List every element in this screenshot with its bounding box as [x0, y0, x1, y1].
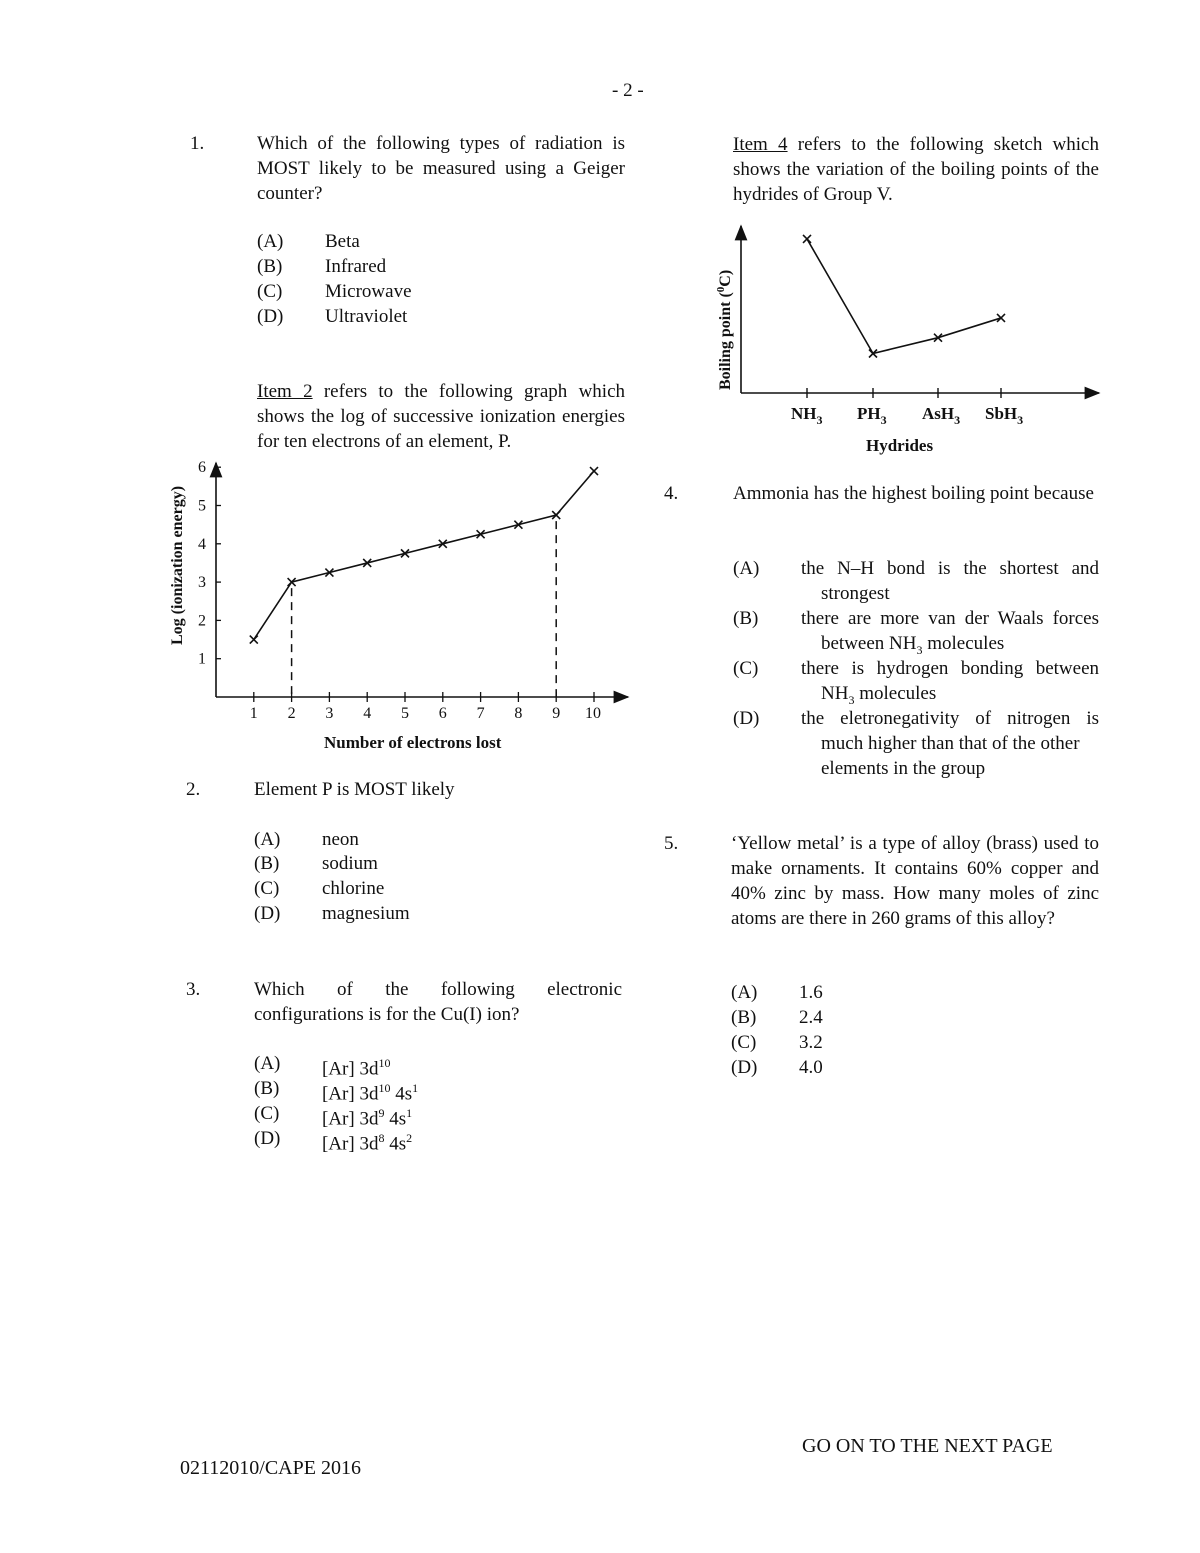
- y-tick-label: 6: [198, 459, 206, 477]
- option-label: (A): [257, 231, 284, 252]
- x-tick-label: 9: [552, 705, 561, 722]
- question-2-number: 2.: [186, 779, 201, 800]
- option-text: 3.2: [799, 1032, 823, 1053]
- option-line-2: $NH_3$ molecules: [821, 683, 937, 707]
- question-1-number: 1.: [190, 133, 205, 154]
- category-label: [857, 404, 887, 427]
- item-2-text: refers to the following graph which shows the log of successive ionization energies for ten electrons of an element, P.: [257, 381, 625, 452]
- series-line: [254, 471, 594, 640]
- option-line-1: the eletronegativity of nitrogen is: [801, 708, 1099, 729]
- y-axis-label: Log (ionization energy): [169, 485, 186, 645]
- data-point: [590, 467, 598, 475]
- ionization-energy-graph: [160, 455, 640, 755]
- axes: [216, 463, 628, 697]
- option-text: Beta: [325, 231, 360, 252]
- option-line-2: strongest: [821, 583, 890, 604]
- option-text: Ultraviolet: [325, 306, 408, 327]
- go-on-notice: GO ON TO THE NEXT PAGE: [802, 1435, 1053, 1457]
- option-text: 2.4: [799, 1007, 823, 1028]
- question-5-stem: ‘Yellow metal’ is a type of alloy (brass) used to make ornaments. It contains 60% copper and 40% zinc by mass. How many moles of zinc atoms are there in 260 grams of this alloy?: [731, 833, 1099, 929]
- option-label: (B): [731, 1007, 757, 1028]
- option-text: magnesium: [322, 903, 410, 924]
- superscript-2: 1: [412, 1081, 419, 1095]
- y-tick-label: 2: [198, 612, 206, 630]
- category-subscript: 3: [816, 413, 823, 427]
- superscript-2: 1: [406, 1106, 413, 1120]
- config-text: [Ar] 3d: [322, 1108, 379, 1130]
- option-label: (C): [254, 878, 280, 899]
- data-series: [250, 467, 598, 697]
- option-label: (B): [733, 608, 759, 629]
- question-5-number: 5.: [664, 833, 679, 854]
- x-tick-label: 3: [325, 705, 334, 722]
- option-label: (C): [733, 658, 759, 679]
- option-text: Microwave: [325, 281, 412, 302]
- x-tick-label: 10: [585, 705, 601, 722]
- question-4-number: 4.: [664, 483, 679, 504]
- option-text: [322, 1126, 412, 1156]
- series-line: [807, 239, 1001, 354]
- superscript: 10: [378, 1056, 391, 1070]
- option-label: (D): [733, 708, 760, 729]
- category-base: SbH: [985, 404, 1018, 423]
- category-subscript: 3: [880, 413, 887, 427]
- x-tick-label: 5: [401, 705, 409, 722]
- config-text-2: 4s: [384, 1108, 407, 1130]
- option-label: (A): [733, 558, 760, 579]
- x-tick-label: 8: [514, 705, 523, 722]
- x-tick-label: 2: [287, 705, 296, 722]
- x-axis-label: Number of electrons lost: [324, 733, 502, 752]
- category-base: NH: [791, 404, 817, 423]
- option-label: (A): [254, 829, 281, 850]
- superscript: 10: [378, 1081, 391, 1095]
- option-label: (D): [254, 1128, 281, 1149]
- option-label: (D): [254, 903, 281, 924]
- item-4-lead: Item 4: [733, 134, 788, 155]
- category-subscript: 3: [1017, 413, 1024, 427]
- item-2-intro: [257, 379, 625, 454]
- data-series: [803, 235, 1005, 358]
- data-point: [250, 636, 258, 644]
- option-text: neon: [322, 829, 359, 850]
- option-label: (B): [254, 853, 280, 874]
- y-tick-label: 3: [198, 574, 206, 592]
- question-1-stem: Which of the following types of radiation is MOST likely to be measured using a Geiger counter?: [257, 133, 625, 204]
- x-axis-label: Hydrides: [866, 436, 934, 455]
- x-tick-label: 7: [476, 705, 485, 722]
- option-text: Infrared: [325, 256, 387, 277]
- y-axis-label: Boiling point ($^0$C): [715, 269, 734, 390]
- option-label: (C): [254, 1103, 280, 1124]
- x-tick-label: 4: [363, 705, 372, 722]
- option-label: (D): [731, 1057, 758, 1078]
- option-text: 1.6: [799, 982, 823, 1003]
- superscript-2: 2: [406, 1131, 413, 1145]
- config-text: [Ar] 3d: [322, 1133, 379, 1155]
- category-base: PH: [857, 404, 881, 423]
- axes: [741, 226, 1099, 393]
- paper-code: 02112010/CAPE 2016: [180, 1457, 361, 1479]
- option-line-1: the N–H bond is the shortest and: [801, 558, 1099, 579]
- config-text: [Ar] 3d: [322, 1058, 379, 1080]
- option-label: (D): [257, 306, 284, 327]
- superscript: 9: [378, 1106, 385, 1120]
- option-label: (C): [257, 281, 283, 302]
- option-label: (B): [254, 1078, 280, 1099]
- x-tick-label: 1: [249, 705, 258, 722]
- config-text-2: 4s: [384, 1133, 407, 1155]
- question-4-stem: Ammonia has the highest boiling point because: [733, 483, 1094, 504]
- x-tick-label: 6: [438, 705, 447, 722]
- option-label: (B): [257, 256, 283, 277]
- question-2-stem: Element P is MOST likely: [254, 779, 455, 800]
- category-labels: [791, 388, 1023, 427]
- question-3-number: 3.: [186, 979, 201, 1000]
- category-label: [922, 404, 960, 427]
- data-point: [803, 235, 811, 243]
- y-tick-label: 1: [198, 650, 206, 668]
- option-text: chlorine: [322, 878, 385, 899]
- item-4-intro: [733, 132, 1099, 207]
- category-label: [985, 404, 1023, 427]
- question-3-stem: Which of the following electronic configurations is for the Cu(I) ion?: [254, 979, 622, 1025]
- boiling-point-sketch: [705, 218, 1110, 463]
- category-label: [791, 404, 823, 427]
- option-label: (A): [731, 982, 758, 1003]
- item-4-text: refers to the following sketch which shows the variation of the boiling points of the hydrides of Group V.: [733, 134, 1099, 205]
- option-line-2: between $NH_3$ molecules: [821, 633, 1005, 657]
- option-line-3: elements in the group: [821, 758, 986, 779]
- option-label: (A): [254, 1053, 281, 1074]
- y-tick-label: 5: [198, 497, 206, 515]
- y-tick-labels: [198, 459, 221, 668]
- option-label: (C): [731, 1032, 757, 1053]
- option-text: sodium: [322, 853, 378, 874]
- config-text: [Ar] 3d: [322, 1083, 379, 1105]
- category-subscript: 3: [954, 413, 961, 427]
- item-2-lead: Item 2: [257, 381, 313, 402]
- y-tick-label: 4: [198, 535, 206, 553]
- option-line-2: much higher than that of the other: [821, 733, 1080, 754]
- option-line-1: there is hydrogen bonding between: [801, 658, 1099, 679]
- superscript: 8: [378, 1131, 385, 1145]
- config-text-2: 4s: [390, 1083, 413, 1105]
- data-point: [997, 314, 1005, 322]
- page-number: - 2 -: [612, 80, 644, 101]
- option-text: 4.0: [799, 1057, 823, 1078]
- category-base: AsH: [922, 404, 955, 423]
- option-line-1: there are more van der Waals forces: [801, 608, 1099, 629]
